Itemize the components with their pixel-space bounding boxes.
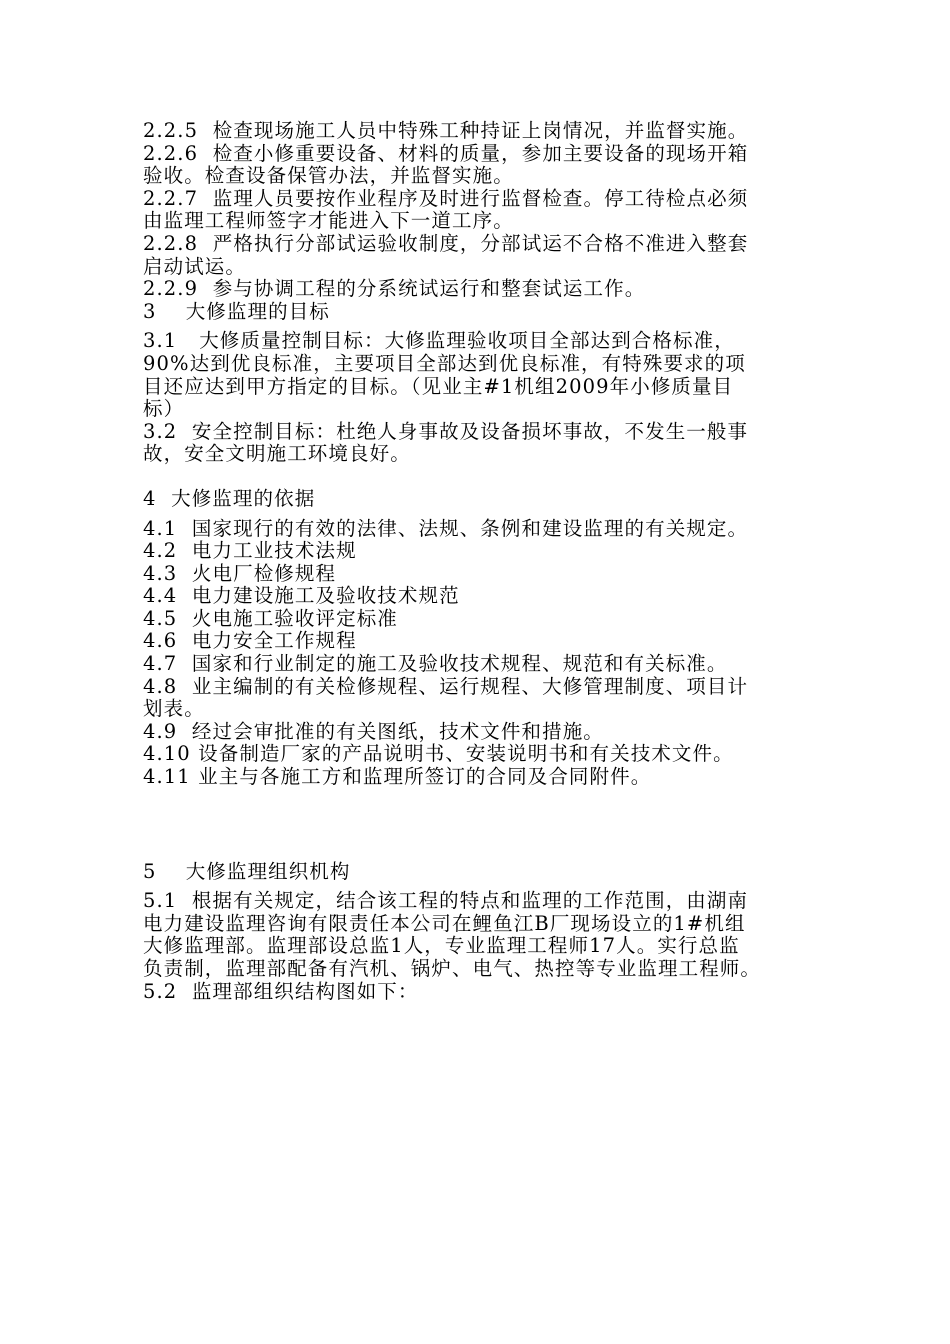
item-3-1-cont-1: 90%达到优良标准，主要项目全部达到优良标准，有特殊要求的项: [143, 351, 746, 375]
item-2-2-7: 2.2.7 监理人员要按作业程序及时进行监督检查。停工待检点必须: [143, 186, 749, 210]
item-4-4: 4.4 电力建设施工及验收技术规范: [143, 584, 460, 608]
item-3-1-cont-3: 标）: [143, 397, 185, 421]
item-5-1-cont-2: 大修监理部。监理部设总监1人，专业监理工程师17人。实行总监: [143, 934, 740, 958]
item-4-5: 4.5 火电施工验收评定标准: [143, 606, 398, 630]
item-4-10: 4.10 设备制造厂家的产品说明书、安装说明书和有关技术文件。: [143, 742, 734, 766]
item-5-1-cont-3: 负责制，监理部配备有汽机、锅炉、电气、热控等专业监理工程师。: [143, 957, 762, 980]
item-4-6: 4.6 电力安全工作规程: [143, 629, 357, 653]
item-5-2: 5.2 监理部组织结构图如下：: [143, 979, 419, 1003]
item-2-2-8-cont: 启动试运。: [143, 254, 247, 278]
item-4-3: 4.3 火电厂检修规程: [143, 561, 337, 585]
item-2-2-8: 2.2.8 严格执行分部试运验收制度，分部试运不合格不准进入整套: [143, 231, 749, 255]
item-4-1: 4.1 国家现行的有效的法律、法规、条例和建设监理的有关规定。: [143, 516, 749, 540]
item-3-2-cont: 故，安全文明施工环境良好。: [143, 442, 411, 466]
section-4-items: [143, 518, 823, 789]
item-4-8: 4.8 业主编制的有关检修规程、运行规程、大修管理制度、项目计: [143, 674, 749, 698]
item-2-2-5: 2.2.5 检查现场施工人员中特殊工种持证上岗情况，并监督实施。: [143, 119, 749, 142]
document-page: [143, 120, 823, 1003]
item-3-1: 3.1 大修质量控制目标：大修监理验收项目全部达到合格标准，: [143, 329, 735, 353]
item-2-2-6: 2.2.6 检查小修重要设备、材料的质量，参加主要设备的现场开箱: [143, 141, 749, 165]
item-4-7: 4.7 国家和行业制定的施工及验收技术规程、规范和有关标准。: [143, 652, 728, 676]
item-5-1-cont-1: 电力建设监理咨询有限责任本公司在鲤鱼江B厂现场设立的1#机组: [143, 911, 746, 935]
item-2-2-9: 2.2.9 参与协调工程的分系统试运行和整套试运工作。: [143, 277, 646, 301]
item-2-2-7-cont: 由监理工程师签字才能进入下一道工序。: [143, 209, 514, 233]
item-2-2-6-cont: 验收。检查设备保管办法，并监督实施。: [143, 164, 514, 188]
section-2-items: [143, 120, 823, 301]
item-4-9: 4.9 经过会审批准的有关图纸，技术文件和措施。: [143, 719, 604, 743]
item-3-1-cont-2: 目还应达到甲方指定的目标。（见业主#1机组2009年小修质量目: [143, 374, 734, 398]
item-5-1: 5.1 根据有关规定，结合该工程的特点和监理的工作范围，由湖南: [143, 889, 749, 913]
section-3-items: [143, 330, 823, 466]
item-3-2: 3.2 安全控制目标：杜绝人身事故及设备损坏事故，不发生一般事: [143, 419, 749, 443]
item-4-2: 4.2 电力工业技术法规: [143, 539, 357, 563]
item-4-11: 4.11 业主与各施工方和监理所签订的合同及合同附件。: [143, 765, 652, 789]
section-4-heading: 4 大修监理的依据: [143, 486, 316, 510]
section-5-heading: 5 大修监理组织机构: [143, 859, 351, 883]
section-5-items: [143, 890, 823, 1003]
section-3-heading: 3 大修监理的目标: [143, 299, 330, 323]
item-4-8-cont: 划表。: [143, 697, 205, 721]
